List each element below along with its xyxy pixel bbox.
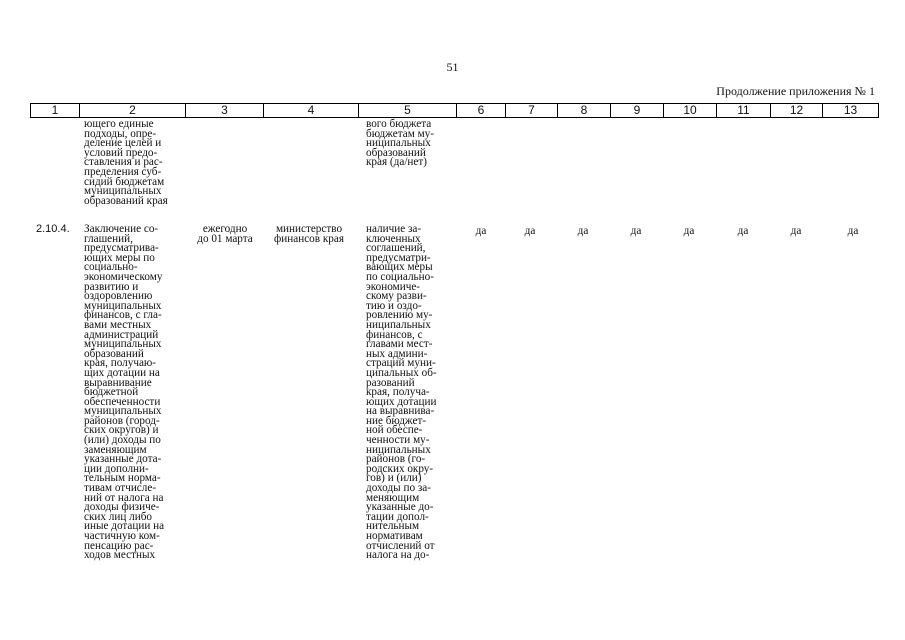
column-number: 11 — [717, 104, 771, 117]
column-number: 13 — [843, 103, 858, 117]
value-yes: да — [630, 225, 642, 237]
value-yes: да — [475, 225, 487, 237]
appendix-caption: Продолжение приложения № 1 — [716, 84, 875, 98]
value-yes: да — [847, 225, 859, 237]
column-number: 4 — [264, 104, 359, 117]
page-number: 51 — [446, 60, 459, 74]
responsible: министерство финансов края — [274, 223, 344, 245]
value-yes: да — [737, 225, 749, 237]
continued-indicator: вого бюджета бюджетам му- ниципальных образований края (да/нет) — [366, 118, 434, 169]
column-number: 2 — [80, 104, 186, 117]
column-number: 9 — [611, 104, 664, 117]
column-number: 12 — [771, 104, 823, 117]
column-number: 10 — [664, 104, 717, 117]
measure-description: Заключение со- глашений, предусматрива- ющих меры по социально- экономическому развитию и оздоровлению муниципальных финансов, с гла- вами местных администраций муниципальных образований края, получаю- щих дотации на выравнивание бюджетной обеспеченности муниципальных районов (город- ских округов) и (или) доходы по заменяющим указанные дота- ции дополни- тельным норма- тивам отчисле- ний от налога на доходы физиче- ских лиц либо иные дотации на частичную ком- пенсацию рас- ходов местных — [84, 223, 165, 562]
column-number: 6 — [457, 104, 506, 117]
column-number: 3 — [186, 104, 264, 117]
deadline: ежегодно до 01 марта — [197, 223, 253, 245]
value-yes: да — [524, 225, 536, 237]
row-number: 2.10.4. — [36, 223, 70, 235]
column-number-header — [30, 103, 879, 118]
value-yes: да — [577, 225, 589, 237]
column-number: 5 — [359, 104, 457, 117]
column-number: 8 — [558, 104, 611, 117]
value-yes: да — [790, 225, 802, 237]
indicator-description: наличие за- ключенных соглашений, предусматри- вающих меры по социально- экономиче- скому разви- тию и оздо- ровлению му- ниципальных финансов, с главами мест- ных админи- страций муни- ципальных об- разований края, получа- ющих дотации на выравнива- ние бюджет- ной обеспе- ченности му- ниципальных районов (го- родских окру- гов) и (или) доходы по за- меняющим указанные до- тации допол- нительным нормативам отчислений от налога на до- — [366, 223, 437, 562]
column-number: 1 — [31, 104, 80, 117]
value-yes: да — [683, 225, 695, 237]
continued-description: ющего единые подходы, опре- деление целей и условий предо- ставления и рас- пределения суб- сидий бюджетам муниципальных образований края — [84, 118, 168, 207]
column-number: 7 — [506, 104, 558, 117]
